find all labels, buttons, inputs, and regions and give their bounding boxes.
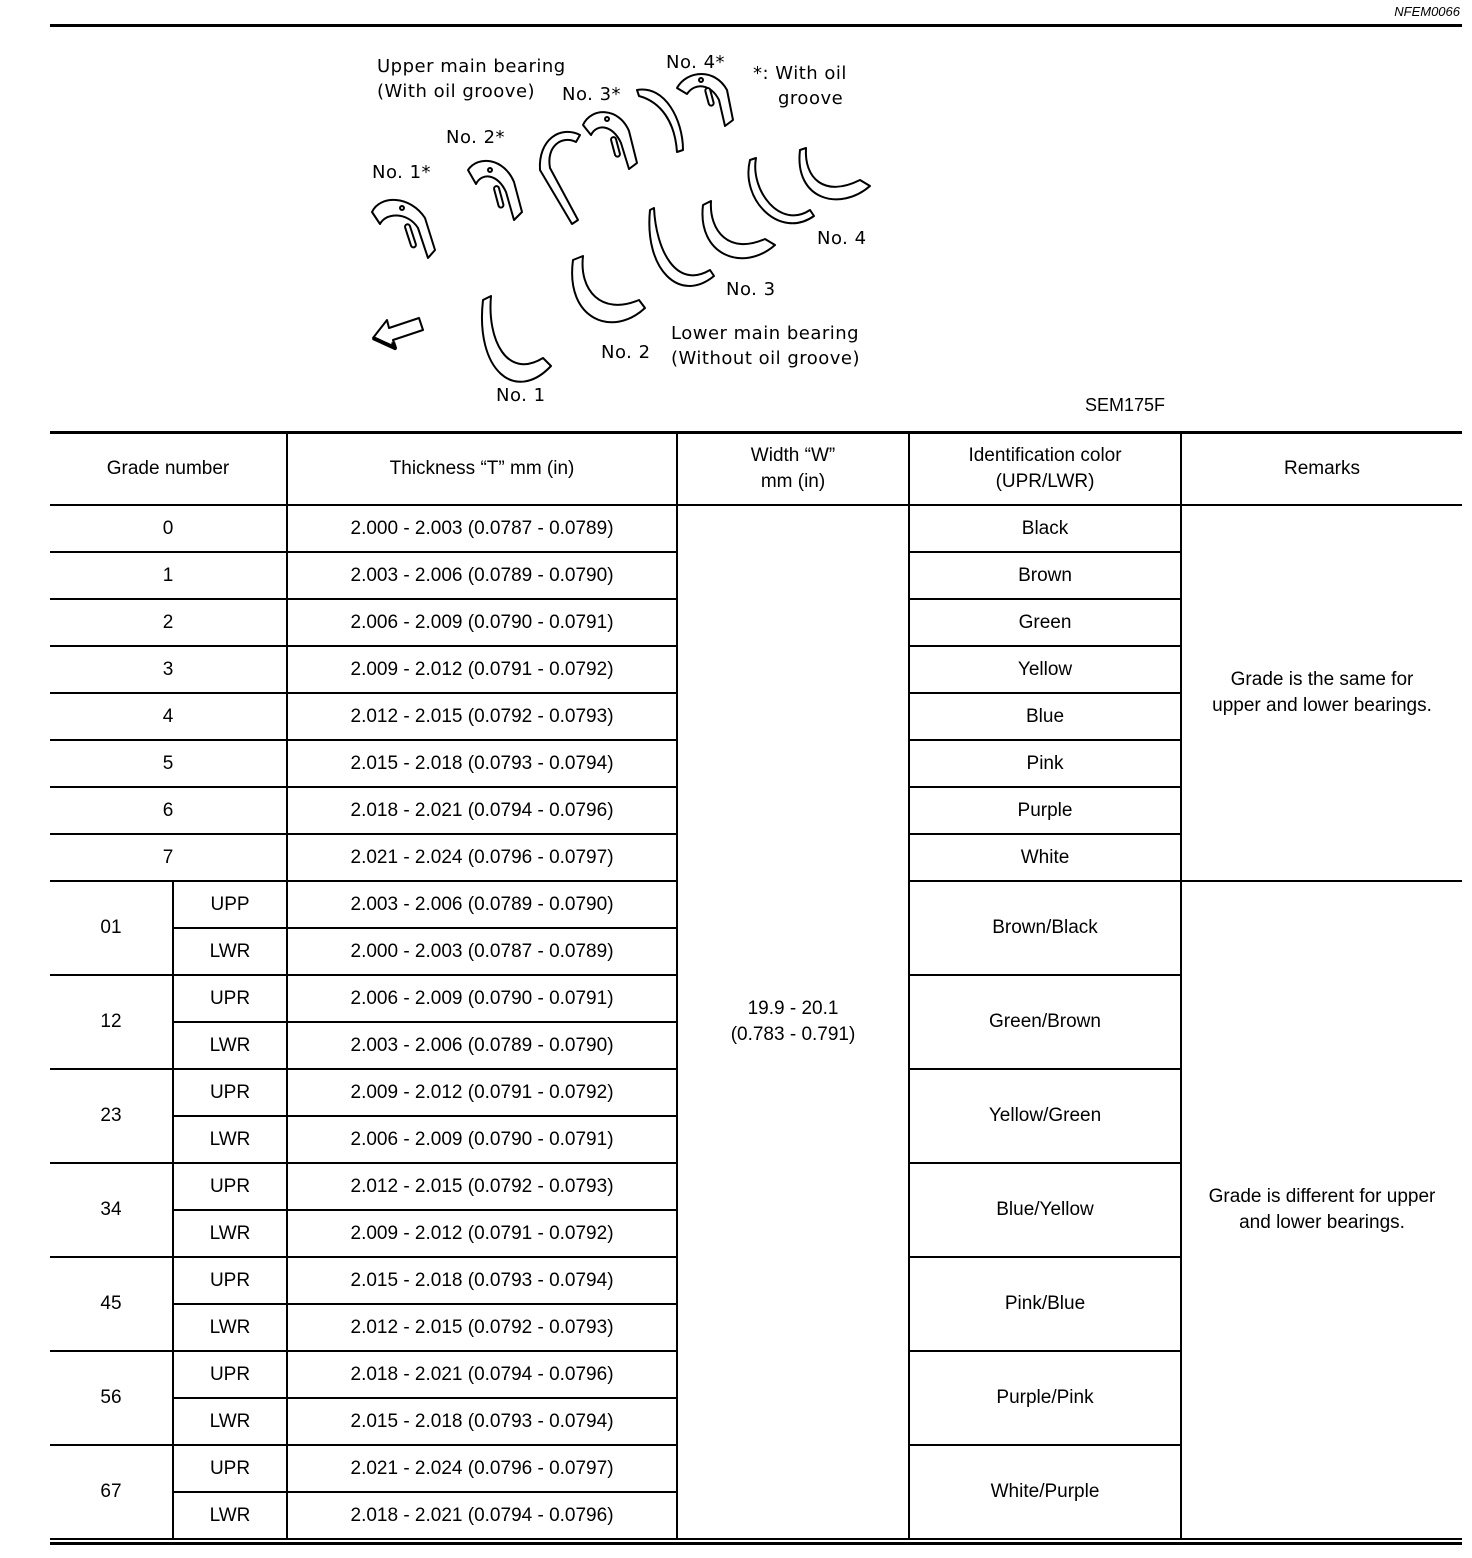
thickness-cell: 2.006 - 2.009 (0.0790 - 0.0791) — [287, 975, 677, 1022]
color-cell: Pink — [909, 740, 1181, 787]
color-cell: Brown — [909, 552, 1181, 599]
thickness-cell: 2.018 - 2.021 (0.0794 - 0.0796) — [287, 787, 677, 834]
upper-label: UPR — [173, 1069, 287, 1116]
grade-cell: 34 — [50, 1163, 173, 1257]
lower-label: LWR — [173, 1022, 287, 1069]
front-arrow-icon — [373, 318, 423, 348]
lower-label: LWR — [173, 1116, 287, 1163]
grade-cell: 1 — [50, 552, 287, 599]
bottom-rule — [50, 1542, 1462, 1545]
header-remarks: Remarks — [1181, 433, 1462, 506]
upper-bearing-subtitle: (With oil groove) — [377, 81, 536, 102]
grade-cell: 2 — [50, 599, 287, 646]
thickness-cell: 2.009 - 2.012 (0.0791 - 0.0792) — [287, 1069, 677, 1116]
grade-cell: 4 — [50, 693, 287, 740]
remark-same-grade: Grade is the same for upper and lower bearings. — [1181, 505, 1462, 881]
thickness-cell: 2.003 - 2.006 (0.0789 - 0.0790) — [287, 1022, 677, 1069]
lower-label: LWR — [173, 1398, 287, 1445]
thickness-cell: 2.009 - 2.012 (0.0791 - 0.0792) — [287, 646, 677, 693]
lower-bearing-no4 — [799, 148, 870, 199]
thickness-cell: 2.003 - 2.006 (0.0789 - 0.0790) — [287, 881, 677, 928]
color-cell: Black — [909, 505, 1181, 552]
color-cell: Pink/Blue — [909, 1257, 1181, 1351]
table-row — [50, 505, 1462, 552]
grade-cell: 5 — [50, 740, 287, 787]
thickness-cell: 2.012 - 2.015 (0.0792 - 0.0793) — [287, 1304, 677, 1351]
lower-label: LWR — [173, 1304, 287, 1351]
upper-label: UPR — [173, 1445, 287, 1492]
upper-bearing-no4-thrust — [637, 90, 683, 152]
label-upper-no4: No. 4* — [666, 52, 726, 73]
color-cell: Purple — [909, 787, 1181, 834]
upper-bearing-no4 — [677, 74, 733, 126]
color-cell: Brown/Black — [909, 881, 1181, 975]
label-upper-no2: No. 2* — [446, 127, 506, 148]
grade-cell: 7 — [50, 834, 287, 881]
thickness-cell: 2.012 - 2.015 (0.0792 - 0.0793) — [287, 693, 677, 740]
header-width: Width “W” mm (in) — [677, 433, 909, 506]
thickness-cell: 2.000 - 2.003 (0.0787 - 0.0789) — [287, 928, 677, 975]
label-upper-no1: No. 1* — [372, 162, 432, 183]
grade-cell: 56 — [50, 1351, 173, 1445]
thickness-cell: 2.021 - 2.024 (0.0796 - 0.0797) — [287, 1445, 677, 1492]
color-cell: Green/Brown — [909, 975, 1181, 1069]
color-cell: Purple/Pink — [909, 1351, 1181, 1445]
lower-label: LWR — [173, 1210, 287, 1257]
lower-label: LWR — [173, 928, 287, 975]
header-grade: Grade number — [50, 433, 287, 506]
label-lower-no2: No. 2 — [601, 342, 651, 363]
thickness-cell: 2.009 - 2.012 (0.0791 - 0.0792) — [287, 1210, 677, 1257]
thickness-cell: 2.003 - 2.006 (0.0789 - 0.0790) — [287, 552, 677, 599]
lower-bearing-title: Lower main bearing — [671, 323, 860, 344]
lower-bearing-no1 — [482, 296, 551, 382]
upper-bearing-no3 — [583, 112, 637, 169]
lower-bearing-subtitle: (Without oil groove) — [671, 348, 861, 369]
thickness-cell: 2.015 - 2.018 (0.0793 - 0.0794) — [287, 1257, 677, 1304]
upper-label: UPP — [173, 881, 287, 928]
remark-different-grade: Grade is different for upper and lower bearings. — [1181, 881, 1462, 1539]
color-cell: Yellow/Green — [909, 1069, 1181, 1163]
color-cell: White/Purple — [909, 1445, 1181, 1539]
header-thickness: Thickness “T” mm (in) — [287, 433, 677, 506]
lower-label: LWR — [173, 1492, 287, 1539]
thickness-cell: 2.015 - 2.018 (0.0793 - 0.0794) — [287, 740, 677, 787]
thickness-cell: 2.006 - 2.009 (0.0790 - 0.0791) — [287, 599, 677, 646]
grade-cell: 67 — [50, 1445, 173, 1539]
grade-cell: 0 — [50, 505, 287, 552]
header-color: Identification color (UPR/LWR) — [909, 433, 1181, 506]
table-header-row — [50, 433, 1462, 506]
label-lower-no3: No. 3 — [726, 279, 776, 300]
bearing-grade-table — [50, 431, 1462, 1540]
thickness-cell: 2.006 - 2.009 (0.0790 - 0.0791) — [287, 1116, 677, 1163]
thickness-cell: 2.012 - 2.015 (0.0792 - 0.0793) — [287, 1163, 677, 1210]
upper-bearing-no2 — [468, 161, 522, 220]
oil-groove-note-line2: groove — [778, 88, 844, 109]
grade-cell: 3 — [50, 646, 287, 693]
lower-bearing-no2 — [572, 256, 645, 322]
grade-cell: 23 — [50, 1069, 173, 1163]
color-cell: Blue — [909, 693, 1181, 740]
upper-label: UPR — [173, 1257, 287, 1304]
upper-label: UPR — [173, 1351, 287, 1398]
upper-label: UPR — [173, 1163, 287, 1210]
upper-label: UPR — [173, 975, 287, 1022]
label-lower-no1: No. 1 — [496, 385, 546, 406]
color-cell: Green — [909, 599, 1181, 646]
upper-bearing-title: Upper main bearing — [377, 56, 566, 77]
grade-cell: 45 — [50, 1257, 173, 1351]
grade-cell: 6 — [50, 787, 287, 834]
figure-code: SEM175F — [1085, 395, 1166, 415]
grade-cell: 01 — [50, 881, 173, 975]
top-rule — [50, 24, 1462, 27]
label-lower-no4: No. 4 — [817, 228, 867, 249]
label-upper-no3: No. 3* — [562, 84, 622, 105]
oil-groove-note-line1: *: With oil — [753, 63, 847, 84]
thickness-cell: 2.021 - 2.024 (0.0796 - 0.0797) — [287, 834, 677, 881]
color-cell: White — [909, 834, 1181, 881]
color-cell: Yellow — [909, 646, 1181, 693]
thickness-cell: 2.018 - 2.021 (0.0794 - 0.0796) — [287, 1351, 677, 1398]
upper-bearing-no1 — [372, 200, 435, 258]
grade-cell: 12 — [50, 975, 173, 1069]
upper-bearing-no3-thrust — [540, 132, 580, 224]
thickness-cell: 2.018 - 2.021 (0.0794 - 0.0796) — [287, 1492, 677, 1539]
thickness-cell: 2.015 - 2.018 (0.0793 - 0.0794) — [287, 1398, 677, 1445]
document-code: NFEM0066 — [1394, 4, 1460, 19]
thickness-cell: 2.000 - 2.003 (0.0787 - 0.0789) — [287, 505, 677, 552]
width-cell: 19.9 - 20.1 (0.783 - 0.791) — [677, 505, 909, 1539]
color-cell: Blue/Yellow — [909, 1163, 1181, 1257]
